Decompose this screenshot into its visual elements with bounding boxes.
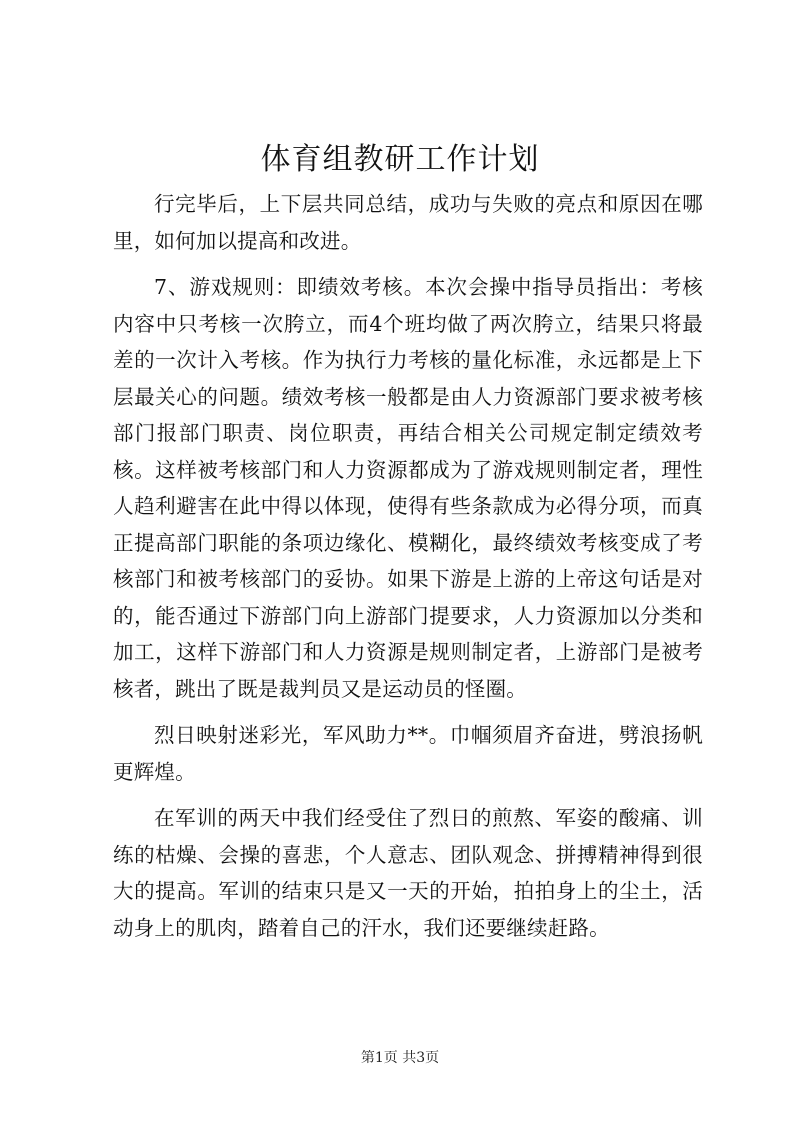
- document-body: [113, 186, 703, 956]
- paragraph-4: 在军训的两天中我们经受住了烈日的煎熬、军姿的酸痛、训练的枯燥、会操的喜悲，个人意志、团队观念、拼搏精神得到很大的提高。军训的结束只是又一天的开始，拍拍身上的尘土，活动身上的肌肉，踏着自己的汗水，我们还要继续赶路。: [113, 806, 703, 940]
- paragraph-2: 7、游戏规则：即绩效考核。本次会操中指导员指出：考核内容中只考核一次胯立，而4个班均做了两次胯立，结果只将最差的一次计入考核。作为执行力考核的量化标准，永远都是上下层最关心的问题。绩效考核一般都是由人力资源部门要求被考核部门报部门职责、岗位职责，再结合相关公司规定制定绩效考核。这样被考核部门和人力资源都成为了游戏规则制定者，理性人趋利避害在此中得以体现，使得有些条款成为必得分项，而真正提高部门职能的条项边缘化、模糊化，最终绩效考核变成了考核部门和被考核部门的妥协。如果下游是上游的上帝这句话是对的，能否通过下游部门向上游部门提要求，人力资源加以分类和加工，这样下游部门和人力资源是规则制定者，上游部门是被考核者，跳出了既是裁判员又是运动员的怪圈。: [113, 275, 703, 701]
- page-number: 第1页 共3页: [360, 1050, 440, 1066]
- paragraph-1: 行完毕后，上下层共同总结，成功与失败的亮点和原因在哪里，如何加以提高和改进。: [113, 192, 703, 253]
- page-title: 体育组教研工作计划: [260, 142, 540, 177]
- paragraph-3: 烈日映射迷彩光，军风助力**。巾帼须眉齐奋进，劈浪扬帆更辉煌。: [113, 723, 703, 784]
- page-footer: [0, 1048, 800, 1068]
